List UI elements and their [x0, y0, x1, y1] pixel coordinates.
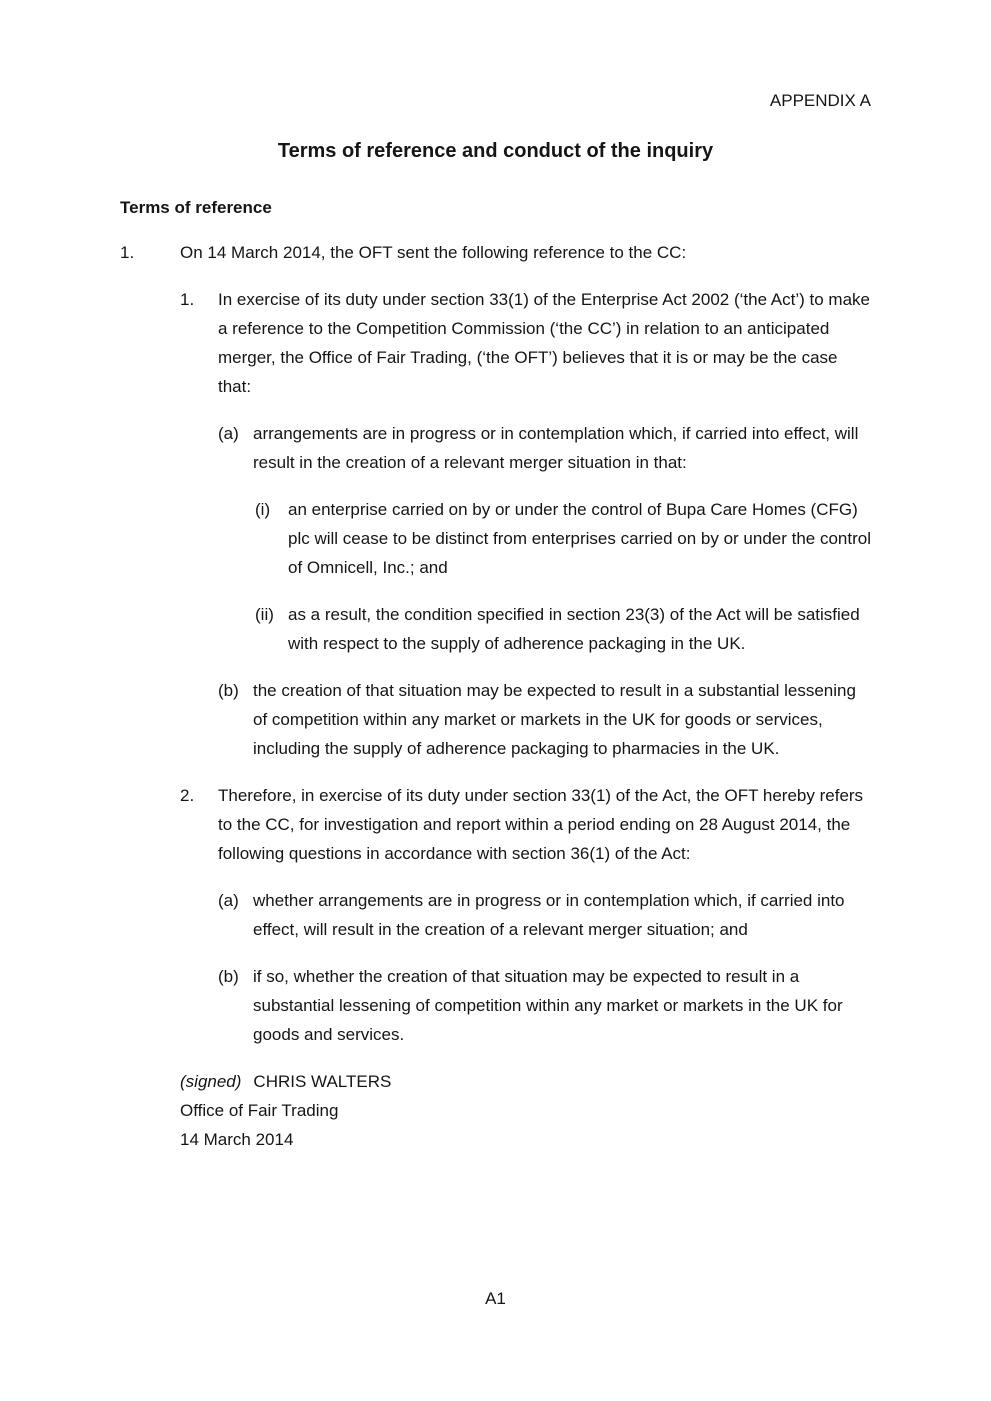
item-marker: (i): [255, 500, 271, 519]
item-marker: 1.: [120, 243, 135, 262]
list-item: [255, 600, 871, 658]
item-marker: 1.: [180, 290, 195, 309]
signed-label: (signed): [180, 1072, 242, 1091]
signature-date: 14 March 2014: [180, 1130, 294, 1149]
item-text: On 14 March 2014, the OFT sent the following reference to the CC:: [180, 243, 687, 262]
signature-line: [180, 1067, 871, 1096]
item-marker: (a): [218, 424, 239, 443]
signature-block: [180, 1067, 871, 1154]
item-marker: (b): [218, 967, 239, 986]
list-item: [180, 285, 871, 401]
item-marker: (a): [218, 891, 239, 910]
document-title: Terms of reference and conduct of the inquiry: [277, 140, 714, 162]
appendix-label: APPENDIX A: [769, 91, 871, 110]
section-heading: Terms of reference: [120, 198, 272, 217]
item-text: the creation of that situation may be expected to result in a substantial lessening of competition within any market or markets in the UK for goods or services, including the supply of adherence packaging to pharmacies in the UK.: [253, 681, 856, 758]
item-text: if so, whether the creation of that situation may be expected to result in a substantial lessening of competition within any market or markets in the UK for goods and services.: [253, 967, 843, 1044]
list-item: [218, 676, 871, 763]
page-number: A1: [485, 1289, 506, 1308]
signer-organization: Office of Fair Trading: [180, 1101, 339, 1120]
item-text: whether arrangements are in progress or in contemplation which, if carried into effect, will result in the creation of a relevant merger situation; and: [253, 891, 845, 939]
item-marker: (ii): [255, 605, 274, 624]
item-text: an enterprise carried on by or under the control of Bupa Care Homes (CFG) plc will cease to be distinct from enterprises carried on by or under the control of Omnicell, Inc.; and: [288, 500, 871, 577]
item-text: as a result, the condition specified in section 23(3) of the Act will be satisfied with respect to the supply of adherence packaging in the UK.: [288, 605, 860, 653]
list-item: [255, 495, 871, 582]
list-item: [120, 238, 871, 267]
item-text: In exercise of its duty under section 33(1) of the Enterprise Act 2002 (‘the Act’) to make a reference to the Competition Commission (‘the CC’) in relation to an anticipated merger, the Office of Fair Trading, (‘the OFT’) believes that it is or may be the case that:: [218, 290, 871, 396]
list-item: [218, 962, 871, 1049]
list-item: [218, 886, 871, 944]
item-marker: (b): [218, 681, 239, 700]
signer-name: CHRIS WALTERS: [253, 1072, 392, 1091]
list-item: [218, 419, 871, 477]
item-text: arrangements are in progress or in contemplation which, if carried into effect, will result in the creation of a relevant merger situation in that:: [253, 424, 859, 472]
list-item: [180, 781, 871, 868]
item-text: Therefore, in exercise of its duty under section 33(1) of the Act, the OFT hereby refers to the CC, for investigation and report within a period ending on 28 August 2014, the following questions in accordance with section 36(1) of the Act:: [218, 786, 864, 863]
item-marker: 2.: [180, 786, 195, 805]
